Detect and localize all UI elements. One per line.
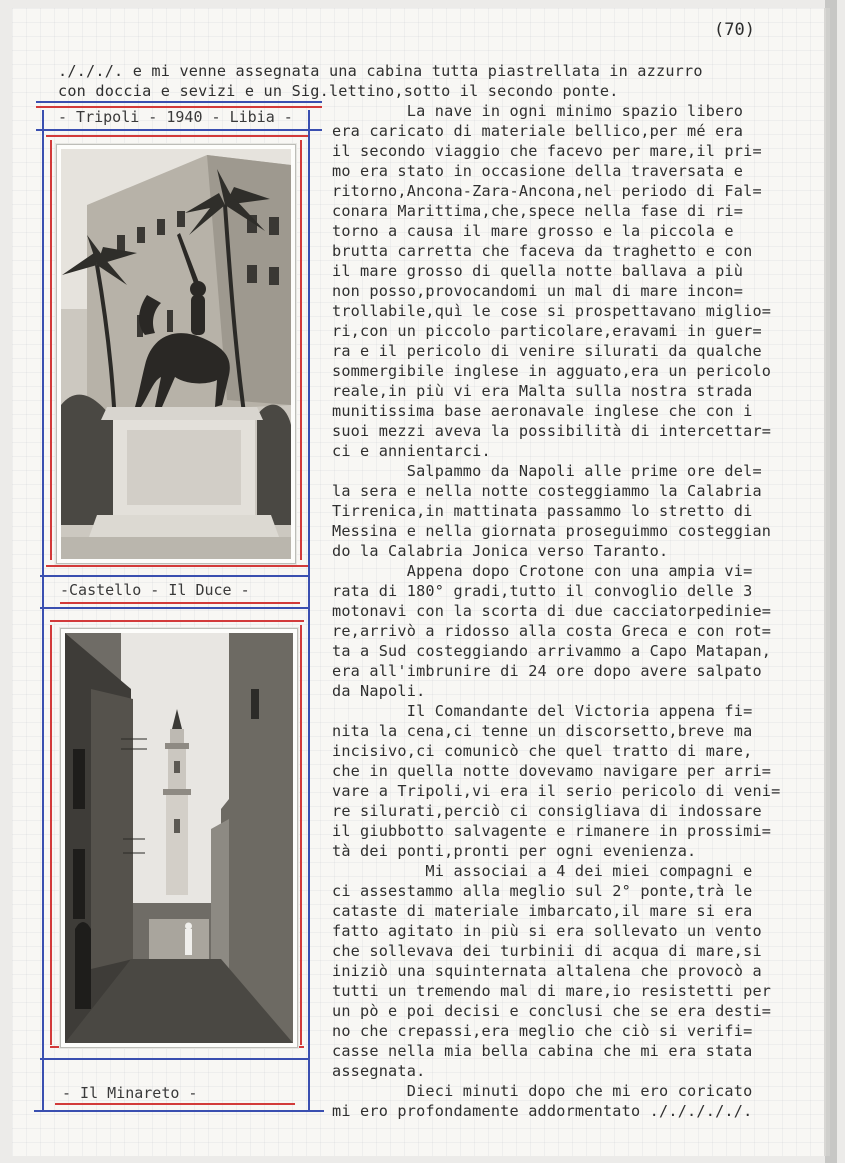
- text-line: mi ero profondamente addormentato ./././././.: [332, 1102, 753, 1120]
- text-line: cataste di materiale imbarcato,il mare si era: [332, 902, 753, 920]
- text-line: do la Calabria Jonica verso Taranto.: [332, 542, 669, 560]
- text-line: Mi associai a 4 dei miei compagni e: [332, 862, 753, 880]
- text-line: il secondo viaggio che facevo per mare,il pri=: [332, 142, 762, 160]
- red-rule: [50, 620, 304, 622]
- text-line: conara Marittima,che,spece nella fase di ri=: [332, 202, 744, 220]
- red-rule: [60, 602, 300, 604]
- caption-minareto: - Il Minareto -: [62, 1084, 198, 1102]
- text-line: nita la cena,ci tenne un discorsetto,breve ma: [332, 722, 753, 740]
- text-line: ci e annientarci.: [332, 442, 491, 460]
- text-line: suoi mezzi aveva la possibilità di intercettar=: [332, 422, 772, 440]
- text-line: ./././. e mi venne assegnata una cabina tutta piastrellata in azzurro: [58, 62, 703, 80]
- text-line: brutta carretta che faceva da traghetto e con: [332, 242, 753, 260]
- red-rule: [55, 1103, 295, 1105]
- text-line: il giubbotto salvagente e rimanere in prossimi=: [332, 822, 772, 840]
- text-line: no che crepassi,era meglio che ciò si verifi=: [332, 1022, 753, 1040]
- blue-rule: [36, 129, 322, 131]
- text-line: motonavi con la scorta di due cacciatorpedinie=: [332, 602, 772, 620]
- page-edge: [825, 0, 837, 1163]
- blue-rule: [40, 1058, 310, 1060]
- blue-rule: [40, 575, 310, 577]
- red-rule: [46, 135, 310, 137]
- text-line: rata di 180° gradi,tutto il convoglio delle 3: [332, 582, 753, 600]
- blue-rule: [40, 607, 310, 609]
- blue-rule: [36, 101, 322, 103]
- text-line: un pò e poi decisi e conclusi che se era desti=: [332, 1002, 772, 1020]
- text-line: con doccia e sevizi e un Sig.lettino,sotto il secondo ponte.: [58, 82, 619, 100]
- caption-tripoli: - Tripoli - 1940 - Libia -: [58, 108, 293, 126]
- text-line: torno a causa il mare grosso e la piccola e: [332, 222, 734, 240]
- red-vertical-rule: [300, 140, 302, 560]
- text-line: Il Comandante del Victoria appena fi=: [332, 702, 753, 720]
- text-line: re silurati,perciò ci consigliava di indossare: [332, 802, 762, 820]
- blue-vertical-rule: [42, 110, 44, 1110]
- text-line: Salpammo da Napoli alle prime ore del=: [332, 462, 762, 480]
- text-line: la sera e nella notte costeggiammo la Calabria: [332, 482, 762, 500]
- text-line: ritorno,Ancona-Zara-Ancona,nel periodo di Fal=: [332, 182, 762, 200]
- page-number: (70): [714, 20, 755, 40]
- text-line: munitissima base aeronavale inglese che con i: [332, 402, 753, 420]
- text-line: assegnata.: [332, 1062, 426, 1080]
- red-vertical-rule: [300, 625, 302, 1045]
- photo-castello-statue: [56, 144, 296, 564]
- text-line: iniziò una squinternata altalena che provocò a: [332, 962, 762, 980]
- red-vertical-rule: [50, 140, 52, 560]
- blue-vertical-rule: [308, 110, 310, 1110]
- text-line: fatto agitato in più si era sollevato un vento: [332, 922, 762, 940]
- photo-minareto: [60, 628, 298, 1048]
- text-line: era caricato di materiale bellico,per mé era: [332, 122, 744, 140]
- text-line: il mare grosso di quella notte ballava a più: [332, 262, 744, 280]
- text-line: mo era stato in occasione della traversata e: [332, 162, 744, 180]
- text-line: ra e il pericolo di venire silurati da qualche: [332, 342, 762, 360]
- text-line: ri,con un piccolo particolare,eravami in guer=: [332, 322, 762, 340]
- text-line: vare a Tripoli,vi era il serio pericolo di veni=: [332, 782, 781, 800]
- text-line: non posso,provocandomi un mal di mare incon=: [332, 282, 744, 300]
- text-line: Messina e nella giornata proseguimmo costeggian: [332, 522, 772, 540]
- text-line: Dieci minuti dopo che mi ero coricato: [332, 1082, 753, 1100]
- text-line: casse nella mia bella cabina che mi era stata: [332, 1042, 753, 1060]
- text-line: incisivo,ci comunicò che quel tratto di mare,: [332, 742, 753, 760]
- text-line: era all'imbrunire di 24 ore dopo avere salpato: [332, 662, 762, 680]
- text-line: ci assestammo alla meglio sul 2° ponte,trà le: [332, 882, 753, 900]
- text-line: trollabile,quì le cose si prospettavano miglio=: [332, 302, 772, 320]
- text-line: sommergibile inglese in agguato,era un pericolo: [332, 362, 772, 380]
- text-line: Appena dopo Crotone con una ampia vi=: [332, 562, 753, 580]
- text-line: tutti un tremendo mal di mare,io resistetti per: [332, 982, 772, 1000]
- red-rule: [46, 565, 310, 567]
- caption-castello: -Castello - Il Duce -: [60, 581, 250, 599]
- text-line: tà dei ponti,pronti per ogni evenienza.: [332, 842, 697, 860]
- text-line: reale,in più vi era Malta sulla nostra strada: [332, 382, 753, 400]
- text-line: La nave in ogni minimo spazio libero: [332, 102, 744, 120]
- red-vertical-rule: [50, 625, 52, 1045]
- text-line: da Napoli.: [332, 682, 426, 700]
- text-line: re,arrivò a ridosso alla costa Greca e con rot=: [332, 622, 772, 640]
- text-line: che sollevava dei turbinii di acqua di mare,si: [332, 942, 762, 960]
- text-line: ta a Sud costeggiando arrivammo a Capo Matapan,: [332, 642, 772, 660]
- text-line: Tirrenica,in mattinata passammo lo stretto di: [332, 502, 753, 520]
- text-line: che in quella notte dovevamo navigare per arri=: [332, 762, 772, 780]
- blue-rule: [34, 1110, 324, 1112]
